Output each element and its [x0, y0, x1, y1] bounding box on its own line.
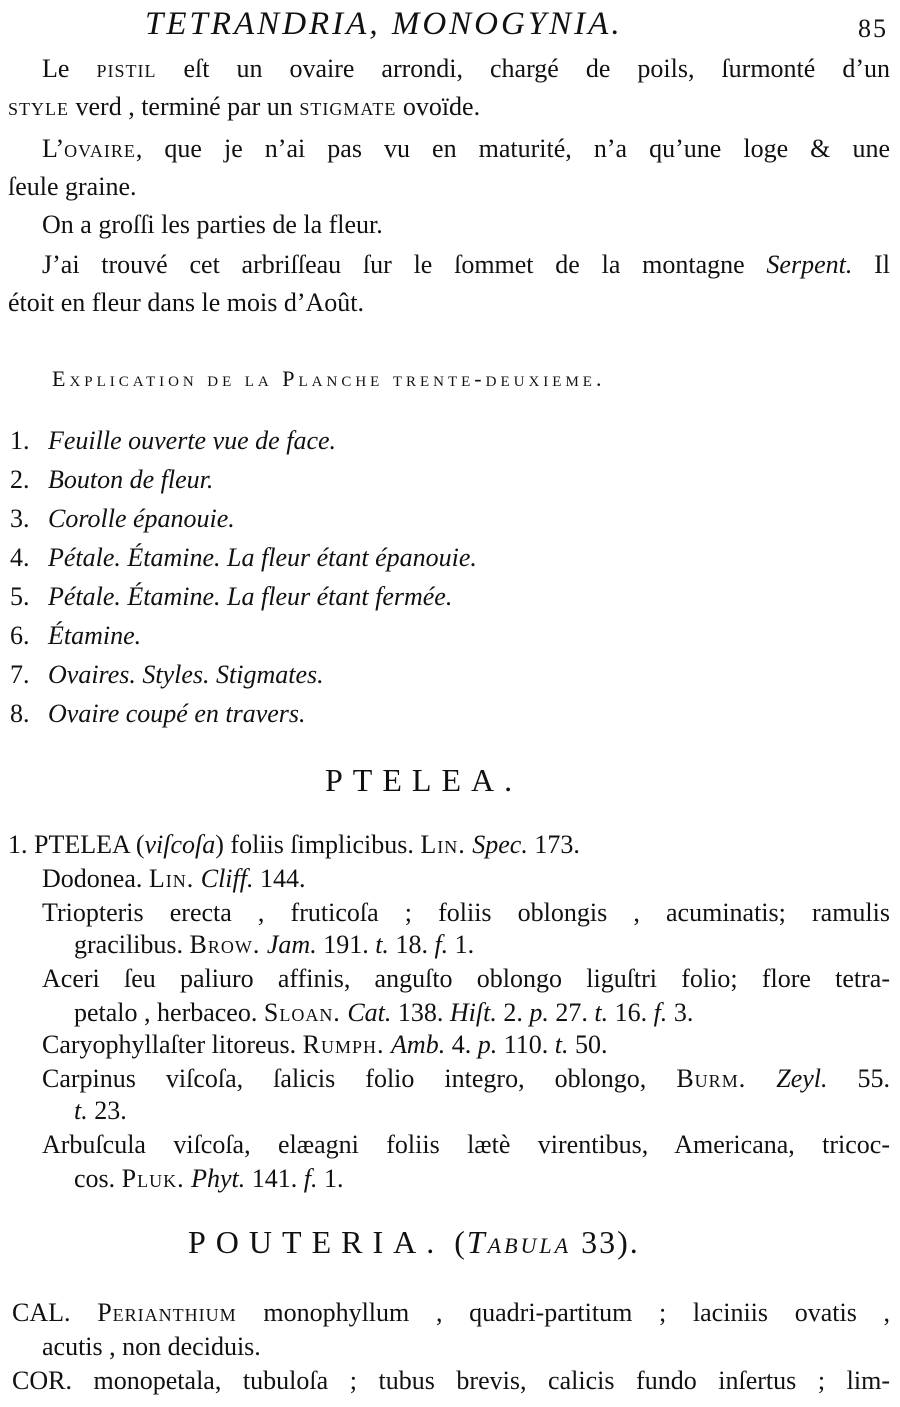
explication-item: [10, 424, 336, 458]
explication-item-text: Bouton de fleur.: [48, 465, 214, 494]
explication-item-number: 6.: [10, 621, 30, 650]
ptelea-line-2: Dodonea. Lin. Cliff. 144.: [42, 864, 306, 893]
ptelea-line-7: Caryophyllaſter litoreus. Rumph. Amb. 4. p. 110. t. 50.: [42, 1030, 608, 1059]
explication-item-number: 3.: [10, 504, 30, 533]
ptelea-line-9: t. 23.: [74, 1096, 127, 1125]
explication-item: [10, 619, 141, 653]
ptelea-line-1: 1. PTELEA (viſcoſa) foliis ſimplicibus. Lin. Spec. 173.: [8, 830, 580, 859]
explication-heading: Explication de la Planche trente-deuxieme.: [52, 366, 606, 391]
pouteria-calyx-line-2: acutis , non deciduis.: [42, 1332, 261, 1361]
ptelea-line-5: Aceri ſeu paliuro affinis, anguſto oblongo liguſtri folio; flore tetra-: [42, 964, 890, 993]
explication-item-text: Étamine.: [48, 621, 142, 650]
explication-item-text: Ovaires. Styles. Stigmates.: [48, 660, 324, 689]
explication-item: [10, 541, 477, 575]
page-number: 85: [858, 14, 888, 43]
explication-item-number: 8.: [10, 699, 30, 728]
explication-item-text: Ovaire coupé en travers.: [48, 699, 306, 728]
explication-item-number: 2.: [10, 465, 30, 494]
explication-item-number: 1.: [10, 426, 30, 455]
intro-paragraph-4-line-2: étoit en fleur dans le mois d’Août.: [8, 288, 364, 317]
explication-item: [10, 697, 306, 731]
explication-item: [10, 502, 235, 536]
genus-title-ptelea: PTELEA.: [325, 762, 523, 798]
pouteria-corolla-line-1: COR. monopetala, tubuloſa ; tubus brevis, calicis fundo inſertus ; lim-: [12, 1366, 890, 1395]
explication-item-number: 4.: [10, 543, 30, 572]
explication-item: [10, 580, 452, 614]
running-title: TETRANDRIA, MONOGYNIA.: [145, 6, 623, 42]
intro-paragraph-4-line-1: J’ai trouvé cet arbriſſeau ſur le ſommet de la montagne Serpent. Il: [42, 250, 890, 279]
intro-paragraph-2-line-1: L’ovaire, que je n’ai pas vu en maturité, n’a qu’une loge & une: [42, 134, 890, 163]
genus-title-pouteria: POUTERIA. (Tabula 33).: [188, 1224, 640, 1260]
intro-paragraph-1-line-1: Le pistil eſt un ovaire arrondi, chargé de poils, ſurmonté d’un: [42, 54, 890, 83]
intro-paragraph-1-line-2: style verd , terminé par un stigmate ovoïde.: [8, 92, 481, 121]
explication-item-text: Corolle épanouie.: [48, 504, 235, 533]
explication-item-text: Feuille ouverte vue de face.: [48, 426, 337, 455]
explication-item-text: Pétale. Étamine. La fleur étant fermée.: [48, 582, 453, 611]
explication-item-number: 5.: [10, 582, 30, 611]
page-header: [0, 4, 900, 48]
intro-paragraph-3: On a groſſi les parties de la fleur.: [42, 210, 383, 239]
ptelea-line-11: cos. Pluk. Phyt. 141. f. 1.: [74, 1164, 344, 1193]
ptelea-line-3: Triopteris erecta , fruticoſa ; foliis oblongis , acuminatis; ramulis: [42, 898, 890, 927]
explication-item: [10, 463, 213, 497]
ptelea-line-4: gracilibus. Brow. Jam. 191. t. 18. f. 1.: [74, 930, 475, 959]
explication-item-text: Pétale. Étamine. La fleur étant épanouie.: [48, 543, 477, 572]
explication-item: [10, 658, 324, 692]
intro-paragraph-2-line-2: ſeule graine.: [8, 172, 137, 201]
ptelea-line-10: Arbuſcula viſcoſa, elæagni foliis lætè virentibus, Americana, tricoc-: [42, 1130, 890, 1159]
pouteria-calyx-line-1: CAL. Perianthium monophyllum , quadri-partitum ; laciniis ovatis ,: [12, 1298, 890, 1327]
ptelea-line-6: petalo , herbaceo. Sloan. Cat. 138. Hiſt. 2. p. 27. t. 16. f. 3.: [74, 998, 694, 1027]
ptelea-line-8: Carpinus viſcoſa, ſalicis folio integro, oblongo, Burm. Zeyl. 55.: [42, 1064, 891, 1093]
explication-item-number: 7.: [10, 660, 30, 689]
